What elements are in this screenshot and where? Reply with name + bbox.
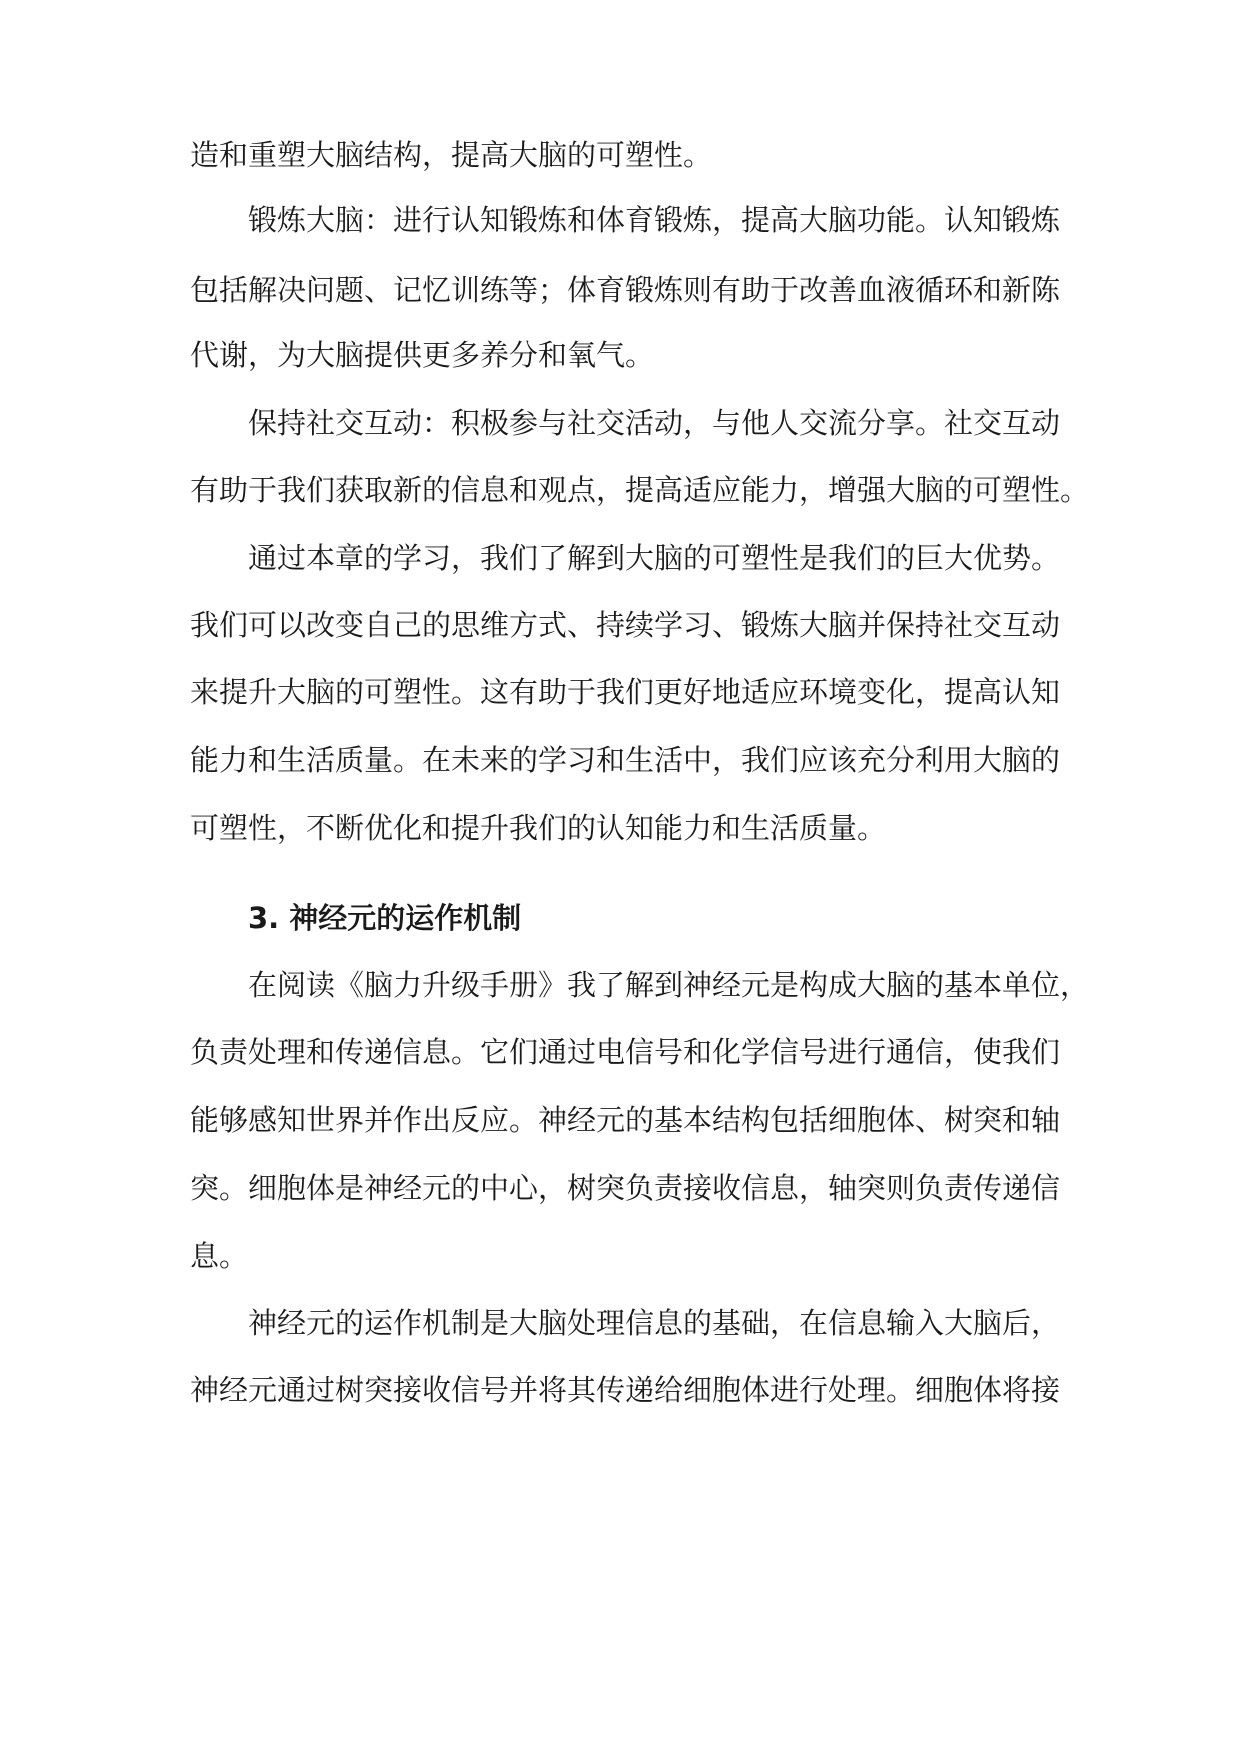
text-line: 神经元的运作机制是大脑处理信息的基础，在信息输入大脑后， (248, 1306, 1061, 1340)
section-heading: 3. 神经元的运作机制 (248, 901, 522, 935)
text-line: 神经元通过树突接收信号并将其传递给细胞体进行处理。细胞体将接 (190, 1373, 1061, 1407)
text-line: 突。细胞体是神经元的中心，树突负责接收信息，轴突则负责传递信 (190, 1171, 1061, 1205)
text-line: 在阅读《脑力升级手册》我了解到神经元是构成大脑的基本单位， (248, 968, 1090, 1002)
text-line: 来提升大脑的可塑性。这有助于我们更好地适应环境变化，提高认知 (190, 675, 1061, 709)
text-line: 锻炼大脑：进行认知锻炼和体育锻炼，提高大脑功能。认知锻炼 (248, 203, 1061, 237)
text-line: 能够感知世界并作出反应。神经元的基本结构包括细胞体、树突和轴 (190, 1103, 1061, 1137)
text-line: 造和重塑大脑结构，提高大脑的可塑性。 (190, 138, 713, 172)
text-line: 负责处理和传递信息。它们通过电信号和化学信号进行通信，使我们 (190, 1035, 1061, 1069)
text-line: 保持社交互动：积极参与社交活动，与他人交流分享。社交互动 (248, 406, 1061, 440)
text-line: 通过本章的学习，我们了解到大脑的可塑性是我们的巨大优势。 (248, 541, 1061, 575)
text-line: 包括解决问题、记忆训练等；体育锻炼则有助于改善血液循环和新陈 (190, 273, 1061, 307)
text-line: 息。 (190, 1239, 249, 1273)
text-line: 能力和生活质量。在未来的学习和生活中，我们应该充分利用大脑的 (190, 743, 1061, 777)
text-line: 我们可以改变自己的思维方式、持续学习、锻炼大脑并保持社交互动 (190, 608, 1061, 642)
text-line: 代谢，为大脑提供更多养分和氧气。 (190, 338, 655, 372)
text-line: 可塑性，不断优化和提升我们的认知能力和生活质量。 (190, 811, 887, 845)
text-line: 有助于我们获取新的信息和观点，提高适应能力，增强大脑的可塑性。 (190, 473, 1090, 507)
